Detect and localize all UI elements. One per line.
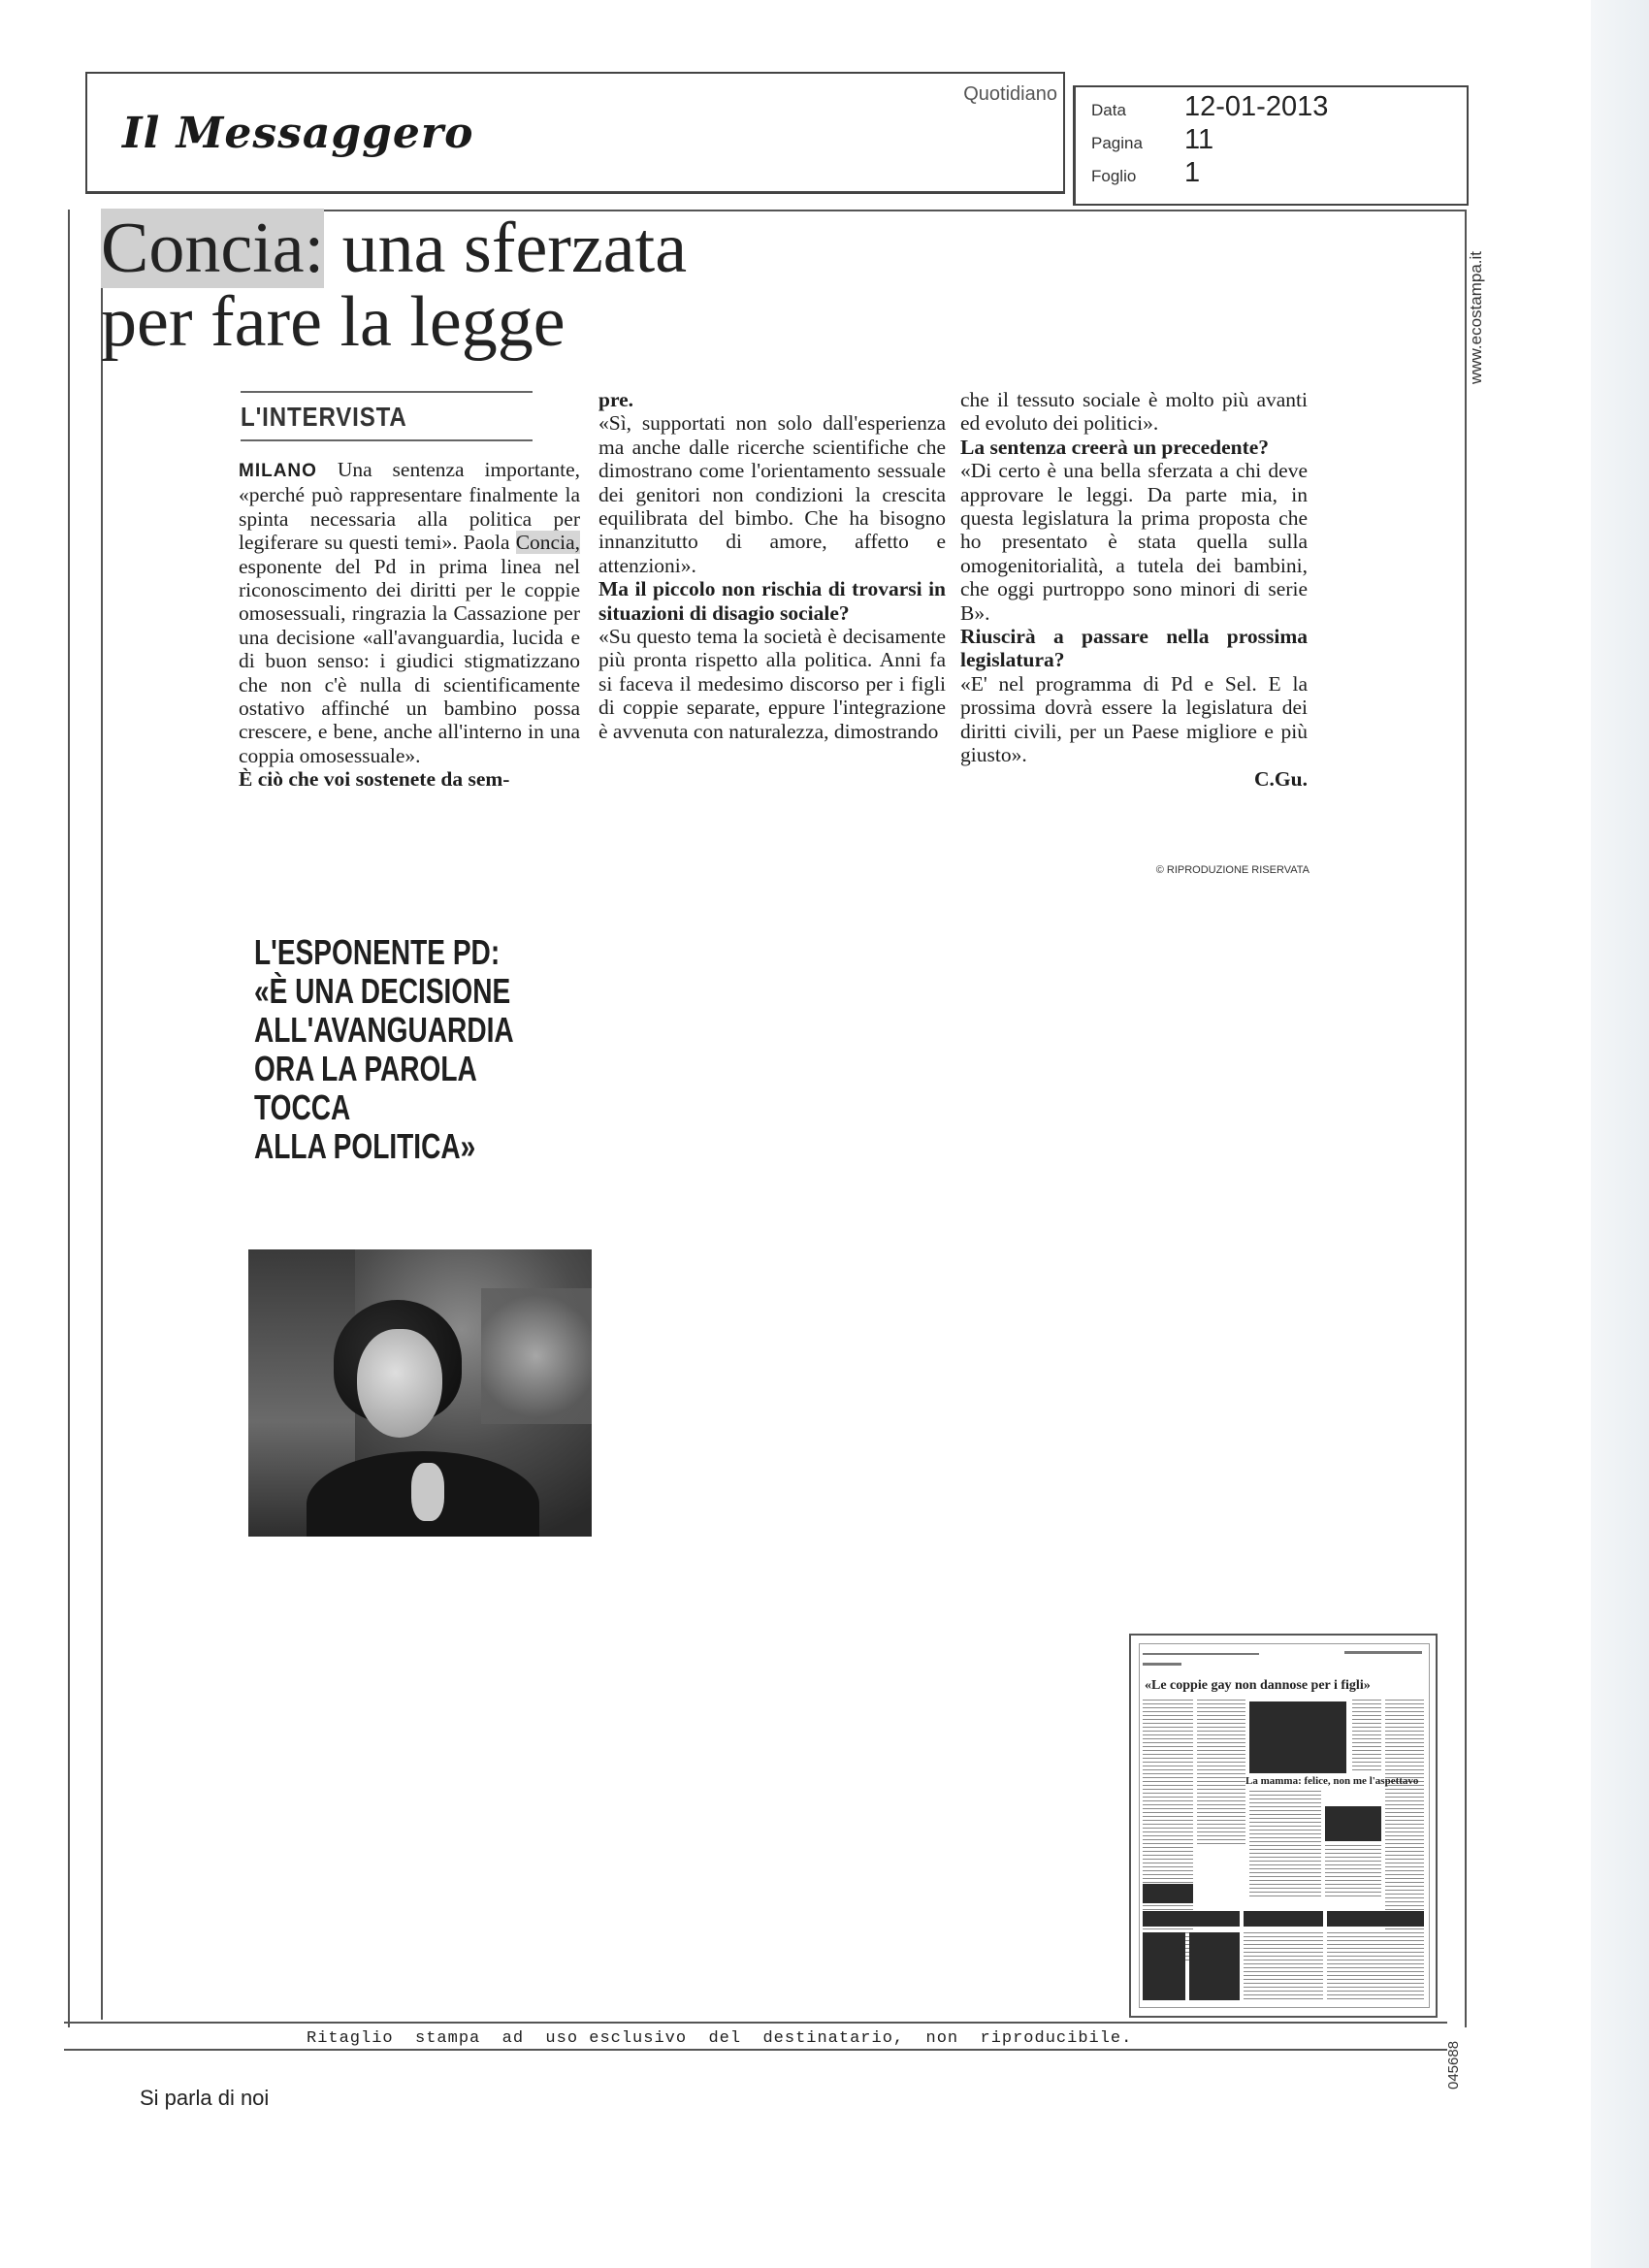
thumbnail-text xyxy=(1325,1845,1381,1899)
thumbnail-rule xyxy=(1344,1651,1422,1654)
answer: «E' nel programma di Pd e Sel. E la prossima dovrà essere la legislatura dei diritti civili, per un Paese migliore e più giusto». xyxy=(960,671,1308,767)
article-headline xyxy=(101,209,838,362)
vertical-code: 045688 xyxy=(1445,2040,1462,2090)
thumbnail-photo xyxy=(1325,1806,1381,1841)
thumbnail-box xyxy=(1189,1932,1240,2000)
thumbnail-box xyxy=(1244,1911,1323,1927)
question: Riuscirà a passare nella prossima legislatura? xyxy=(960,625,1308,672)
metadata-box xyxy=(1073,85,1469,206)
portrait-photo xyxy=(248,1249,592,1537)
page-thumbnail xyxy=(1129,1634,1438,2018)
photo-figure-hands xyxy=(411,1463,444,1521)
thumbnail-headline: «Le coppie gay non dannose per i figli» xyxy=(1145,1678,1371,1693)
meta-row-date xyxy=(1091,91,1328,123)
thumbnail-rule xyxy=(1143,1653,1259,1655)
thumbnail-text xyxy=(1327,1932,1424,2000)
section-kicker: L'INTERVISTA xyxy=(241,391,533,441)
answer: «Sì, supportati non solo dall'esperienza ma anche dalle ricerche scientifiche che dimostrano come l'orientamento sessuale dei genitori non condizioni la crescita equilibrata del bimbo. Che ha bisogno innanzitutto di amore, affetto e attenzioni». xyxy=(598,411,946,577)
meta-label: Data xyxy=(1091,101,1126,119)
pull-quote-line: ALLA POLITICA» xyxy=(254,1126,476,1166)
vertical-website: www.ecostampa.it xyxy=(1467,251,1485,384)
meta-row-sheet xyxy=(1091,157,1200,189)
meta-value: 12-01-2013 xyxy=(1184,91,1329,122)
answer: «Su questo tema la società è decisamente più pronta rispetto alla politica. Anni fa si faceva il medesimo discorso per i figli di coppie separate, eppure l'integrazione è avvenuta con naturalezza, dimostrando xyxy=(598,625,946,743)
question: pre. xyxy=(598,388,634,411)
dateline-city: MILANO xyxy=(239,461,317,481)
meta-row-page xyxy=(1091,124,1213,156)
publication-type: Quotidiano xyxy=(963,83,1057,105)
meta-value: 11 xyxy=(1184,124,1214,155)
answer: che il tessuto sociale è molto più avanti ed evoluto dei politici». xyxy=(960,388,1308,436)
thumbnail-text xyxy=(1352,1700,1381,1771)
answer: «Di certo è una bella sferzata a chi deve approvare le leggi. Da parte mia, in questa legislatura la prima proposta che ho presentato è stata quella sulla omogenitorialità, a tutela dei bambini, che oggi purtroppo sono minori di serie B». xyxy=(960,459,1308,625)
column-text: Una sentenza importante, «perché può rappresentare finalmente la spinta necessaria alla politica per legiferare su questi temi». Paola xyxy=(239,458,580,555)
pull-quote-line: «È UNA DECISIONE xyxy=(254,971,511,1011)
thumbnail-text xyxy=(1244,1932,1323,2000)
question: La sentenza creerà un precedente? xyxy=(960,435,1270,459)
question: È ciò che voi sostenete da sem- xyxy=(239,767,510,792)
photo-figure-face xyxy=(357,1329,442,1438)
bottom-label: Si parla di noi xyxy=(140,2086,270,2110)
meta-label: Pagina xyxy=(1091,134,1143,152)
thumbnail-text xyxy=(1197,1700,1245,1845)
thumbnail-box xyxy=(1143,1932,1185,2000)
thumbnail-box xyxy=(1327,1911,1424,1927)
article-column-3 xyxy=(960,388,1308,791)
meta-value: 1 xyxy=(1184,157,1201,188)
pull-quote-line: ALL'AVANGUARDIA xyxy=(254,1010,514,1050)
meta-label: Foglio xyxy=(1091,167,1137,185)
column-text: esponente del Pd in prima linea nel riconoscimento dei diritti per le coppie omosessuali, ringrazia la Cassazione per una decisione «all'avanguardia, lucida e di buon senso: i giudici stigmatizzano che non c'è nulla di scientificamente ostativo affinché un bambino possa crescere, e bene, anche all'interno in una coppia omosessuale». xyxy=(239,554,580,767)
headline-rest: una sferzata xyxy=(324,209,688,288)
headline-line2: per fare la legge xyxy=(101,282,566,362)
headline-highlight: Concia: xyxy=(101,209,325,288)
pull-quote xyxy=(254,932,514,1166)
thumbnail-text xyxy=(1249,1791,1321,1897)
masthead-logo: Il Messaggero xyxy=(122,109,474,158)
photo-background xyxy=(481,1288,592,1424)
thumbnail-photo xyxy=(1249,1701,1346,1773)
name-highlight: Concia, xyxy=(515,531,580,555)
footer-disclaimer: Ritaglio stampa ad uso esclusivo del destinatario, non riproducibile. xyxy=(307,2029,1133,2048)
pull-quote-line: ORA LA PAROLA xyxy=(254,1049,477,1088)
article-column-2 xyxy=(598,388,946,743)
question: Ma il piccolo non rischia di trovarsi in situazioni di disagio sociale? xyxy=(598,577,946,625)
thumbnail-subhead: La mamma: felice, non me l'aspettavo xyxy=(1245,1775,1419,1787)
scan-edge xyxy=(1591,0,1649,2268)
thumbnail-rule xyxy=(1143,1663,1181,1666)
author-signature: C.Gu. xyxy=(1254,766,1308,791)
copyright-note: © RIPRODUZIONE RISERVATA xyxy=(1155,864,1310,876)
masthead-box xyxy=(85,72,1065,194)
article-column-1 xyxy=(239,458,580,792)
thumbnail-box xyxy=(1143,1884,1193,1903)
pull-quote-line: L'ESPONENTE PD: xyxy=(254,932,501,972)
thumbnail-box xyxy=(1143,1911,1240,1927)
pull-quote-line: TOCCA xyxy=(254,1087,351,1127)
